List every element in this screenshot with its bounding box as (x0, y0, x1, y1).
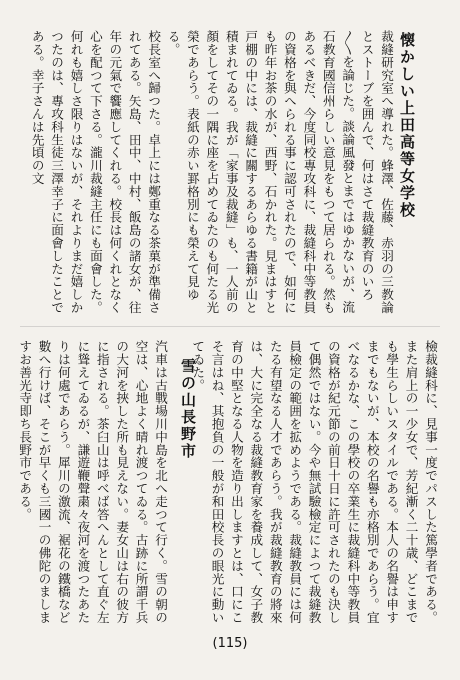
section-heading-ueda-school: 懐かしい上田高等女学校 (398, 32, 416, 219)
section-body-previous-year: 檢裁縫科に、見事一度でパスした篤學者である。また肩上の一少女で、芳紀漸く二十歳、どこまでも學生らしいスタイルである。本人の名譽は申すまでもないが、本校の名譽も亦格別であらう。宜べなるかな、この學校の卒業生に裁縫科中等教員の資格が紀元節の前日十日に許可されたのも決して偶然ではない。今や無試驗檢定によつて裁縫教員檢定の範囲を拡めようである。裁縫教員には何たる有望なる人才であらう。我が裁縫教育の將來は、大に完全なる裁縫教育家を養成して、女子教育の中堅となる人物を造り出しますとは、口にこそ言はね、其抱負の一般が和田校長の眼光に動いてゐた。 (190, 340, 438, 624)
section-body-ueda-school: 裁縫研究室へ導れた。蜂澤、佐藤、赤羽の三教論とストーブを囲んで、何はさて裁縫教育のいろ〳〵を論じた。談論風發とまではゆかないが、流石教育國信州らしい意見をもつて居られる。然もあるべきだ、今度同校專攻科に、裁縫科中等教員の資格を與へられる事に認可されたので、如何にも昨年お茶の水が、西野、石かれた。見まはすと戸棚の中には、裁縫に關するあらゆる書籍が山と積まれてゐる。我が「家事及裁縫」も、一人前の顏をしてその一隅に座を占めてゐたのも何たる光榮であらう。表紙の赤い罫格別にも榮えて見ゆる。 校長室へ歸つた。卓上には鄭重なる茶菓が準備されてある。矢島、田中、中村、飯島の諸女が、往年の元氣で饗應してくれる。校長は何くれとなく心を配つて下さる。瀧川裁縫主任にも面會した。何れも嬉しさ限りはないが、それよりまだ嬉しかつたのは、專攻科生徒三澤幸子に面會したことである。幸子さんは先頃の文 (29, 30, 394, 314)
section-divider (20, 326, 440, 327)
page-number: (115) (212, 636, 248, 651)
section-heading-nagano: 雪の山長野市 (179, 358, 197, 460)
section-body-nagano: 汽車は古戰場川中島を北へ走つて行く。雪の朝の空は、心地よく晴れ渡つてゐる。古跡に所謂千兵の大河を挾した所も見えない。妻女山は右の彼方に指される。茶臼山は呼べば答へんとして直ぐ左に聳えてゐるが、謙遊鞭聲粛々夜河を渡つたあたりは何處であらう。犀川の激流、裾花の鐵橋など數へ行けば、そこが早くも三國一の佛陀のましますお善光寺即ち長野市である。 (17, 340, 168, 624)
